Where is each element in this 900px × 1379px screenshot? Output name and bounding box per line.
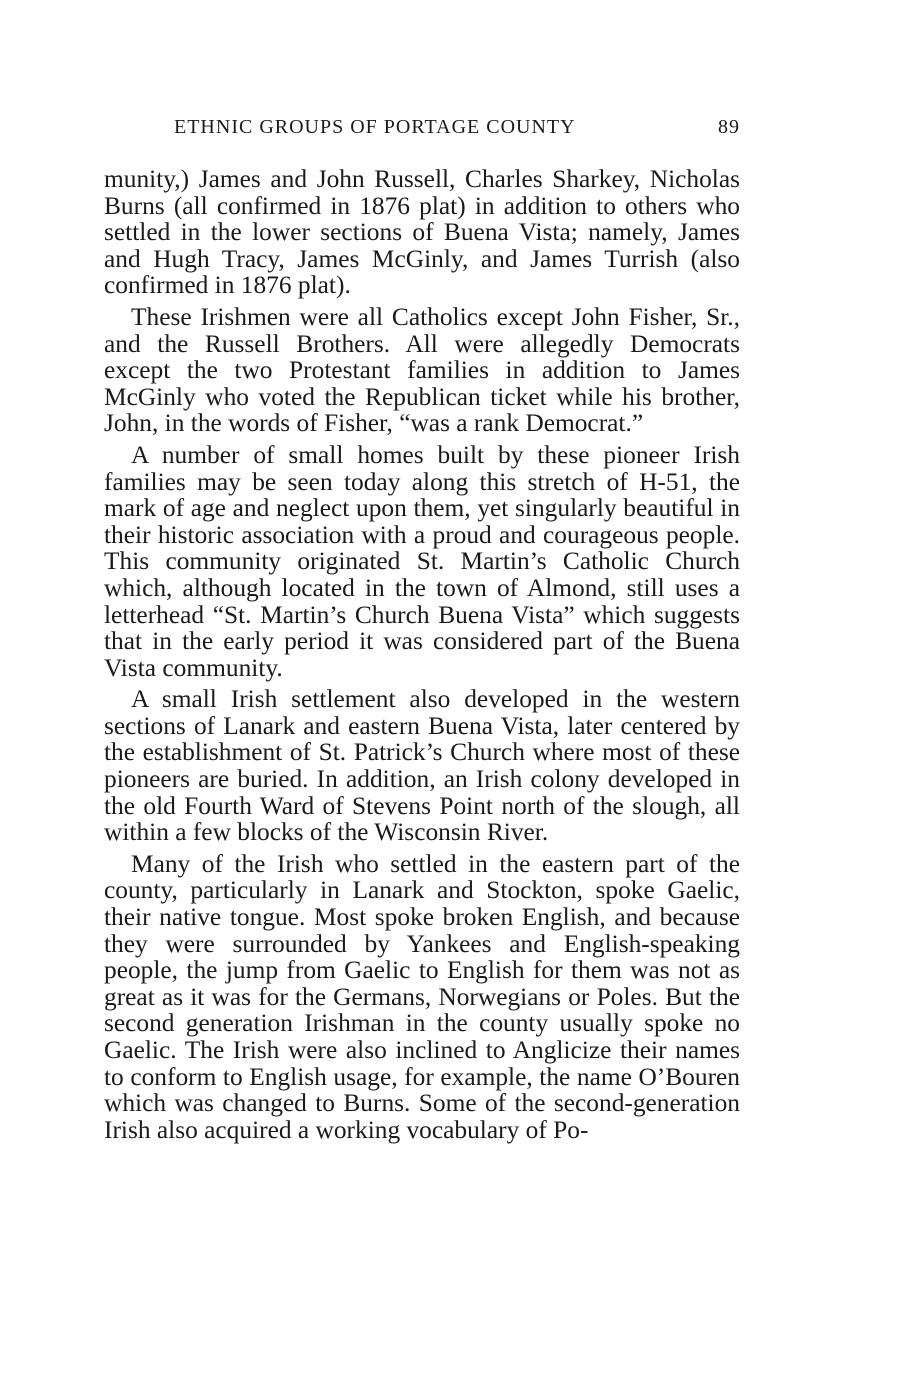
running-head [174, 116, 740, 146]
paragraph-lanark-settlement: A small Irish settlement also developed in the western sections of Lanark and eastern Buena Vista, later centered by the establishment of St. Patrick’s Church where most of these pioneers are buried. In addition, an Irish colony developed in the old Fourth Ward of Stevens Point north of the slough, all within a few blocks of the Wisconsin River. [104, 685, 740, 847]
paragraph-small-homes: A number of small homes built by these pioneer Irish families may be seen today along this stretch of H-51, the mark of age and neglect upon them, yet singularly beautiful in their historic association with a proud and courageous people. This community originated St. Martin’s Catholic Church which, although located in the town of Almond, still uses a letterhead “St. Martin’s Church Buena Vista” which suggests that in the early period it was considered part of the Buena Vista community. [104, 440, 740, 682]
body-text [104, 166, 740, 1148]
paragraph-catholics: These Irishmen were all Catholics except John Fisher, Sr., and the Russell Brothers. All were allegedly Democrats except the two Protestant families in addition to James McGinly who voted the Republican ticket while his brother, John, in the words of Fisher, “was a rank Democrat.” [104, 302, 740, 438]
paragraph-continued: munity,) James and John Russell, Charles Sharkey, Nicholas Burns (all confirmed in 1876 plat) in addition to others who settled in the lower sections of Buena Vista; namely, James and Hugh Tracy, James McGinly, and James Turrish (also confirmed in 1876 plat). [104, 165, 740, 300]
running-head-title: ETHNIC GROUPS OF PORTAGE COUNTY [174, 116, 576, 138]
page-number: 89 [718, 116, 740, 138]
paragraph-gaelic: Many of the Irish who settled in the eastern part of the county, particularly in Lanark and Stockton, spoke Gaelic, their native tongue. Most spoke broken English, and because they were surrounded by Yankees and English-speaking people, the jump from Gaelic to English for them was not as great as it was for the Germans, Norwegians or Poles. But the second generation Irishman in the county usually spoke no Gaelic. The Irish were also inclined to Anglicize their names to conform to English usage, for example, the name O’Bouren which was changed to Burns. Some of the second-generation Irish also acquired a working vocabulary of Po- [104, 849, 740, 1144]
